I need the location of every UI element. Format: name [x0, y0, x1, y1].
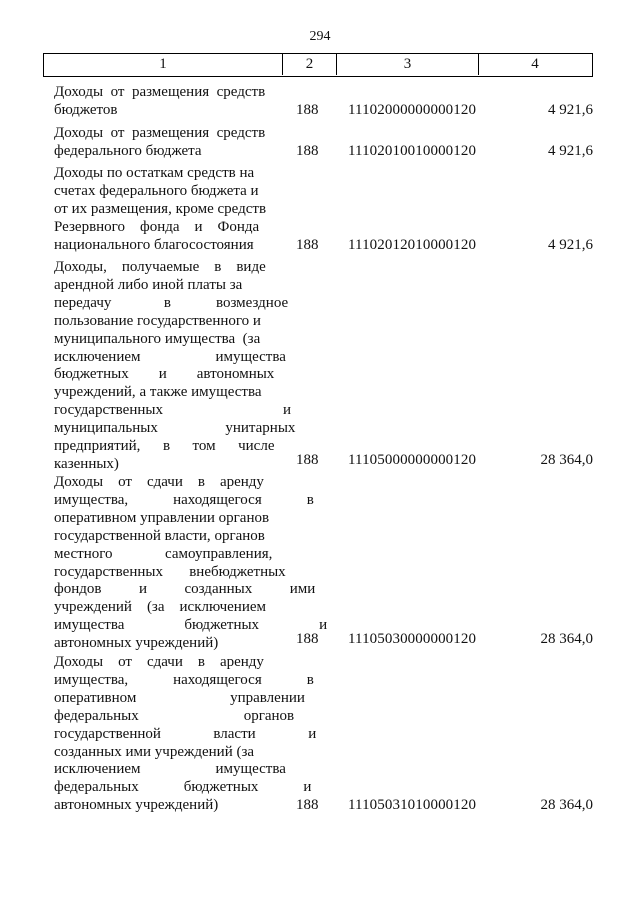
budget-code: 11102012010000120: [348, 237, 477, 253]
budget-code: 11102000000000120: [348, 102, 477, 118]
header-col-4: 4: [531, 56, 539, 72]
text-line: федеральных бюджетных и: [54, 779, 312, 796]
text-line: имущества, находящегося в: [54, 491, 314, 508]
admin-code: 188: [296, 102, 319, 118]
text-line: исключением имущества: [54, 348, 286, 365]
text-line: счетах федерального бюджета и: [54, 182, 259, 199]
row-description: [54, 165, 280, 255]
text-line: передачу в возмездное: [54, 294, 289, 311]
text-line: оперативном управлении: [54, 689, 305, 706]
text-line: пользование государственного и: [54, 312, 261, 329]
page-number: 294: [309, 29, 331, 44]
row-description: [54, 259, 296, 474]
text-line: федеральных органов: [54, 707, 295, 724]
amount: 4 921,6: [548, 102, 593, 118]
text-line: арендной либо иной платы за: [54, 276, 243, 293]
text-line: государственной власти и: [54, 725, 317, 742]
text-line: государственных внебюджетных: [54, 563, 286, 580]
text-line: автономных учреждений): [54, 635, 219, 652]
text-line: бюджетных и автономных: [54, 366, 275, 383]
text-line: государственных и: [54, 402, 291, 419]
text-line: фондов и созданных ими: [54, 581, 316, 598]
budget-code: 11105030000000120: [348, 631, 477, 647]
text-line: Доходы от размещения средств: [54, 84, 266, 100]
text-line: Доходы, получаемые в виде: [54, 259, 266, 275]
text-line: от их размещения, кроме средств: [54, 200, 267, 217]
text-line: оперативном управлении органов: [54, 509, 270, 526]
text-line: казенных): [54, 455, 119, 472]
header-col-1: 1: [159, 56, 167, 72]
header-col-2: 2: [305, 56, 314, 72]
text-line: учреждений (за исключением: [54, 599, 267, 616]
text-line: местного самоуправления,: [54, 545, 273, 562]
amount: 4 921,6: [548, 237, 593, 253]
text-line: исключением имущества: [54, 761, 286, 778]
text-line: бюджетов: [54, 101, 118, 118]
table-header: [43, 53, 593, 77]
text-line: предприятий, в том числе: [54, 438, 275, 455]
admin-code: 188: [296, 143, 319, 159]
text-line: автономных учреждений): [54, 797, 219, 814]
budget-code: 11105031010000120: [348, 797, 477, 813]
row-description: [54, 125, 280, 161]
budget-code: 11102010010000120: [348, 143, 477, 159]
text-line: Резервного фонда и Фонда: [54, 218, 260, 235]
text-line: государственной власти, органов: [54, 527, 265, 544]
row-description: [54, 84, 280, 120]
text-line: федерального бюджета: [54, 142, 202, 159]
text-line: муниципальных унитарных: [54, 420, 296, 437]
admin-code: 188: [296, 797, 319, 813]
text-line: Доходы от сдачи в аренду: [54, 654, 264, 670]
budget-code: 11105000000000120: [348, 452, 477, 468]
admin-code: 188: [296, 237, 319, 253]
text-line: национального благосостояния: [54, 236, 254, 253]
amount: 28 364,0: [540, 797, 593, 813]
text-line: созданных ими учреждений (за: [54, 743, 255, 760]
text-line: Доходы от сдачи в аренду: [54, 474, 264, 490]
admin-code: 188: [296, 631, 319, 647]
amount: 28 364,0: [540, 452, 593, 468]
text-line: имущества, находящегося в: [54, 671, 314, 688]
header-col-3: 3: [403, 56, 412, 72]
text-line: Доходы от размещения средств: [54, 125, 266, 141]
text-line: муниципального имущества (за: [54, 330, 261, 347]
admin-code: 188: [296, 452, 319, 468]
text-line: Доходы по остаткам средств на: [54, 165, 255, 181]
amount: 28 364,0: [540, 631, 593, 647]
text-line: учреждений, а также имущества: [54, 384, 262, 401]
text-line: имущества бюджетных и: [54, 617, 328, 634]
amount: 4 921,6: [548, 143, 593, 159]
